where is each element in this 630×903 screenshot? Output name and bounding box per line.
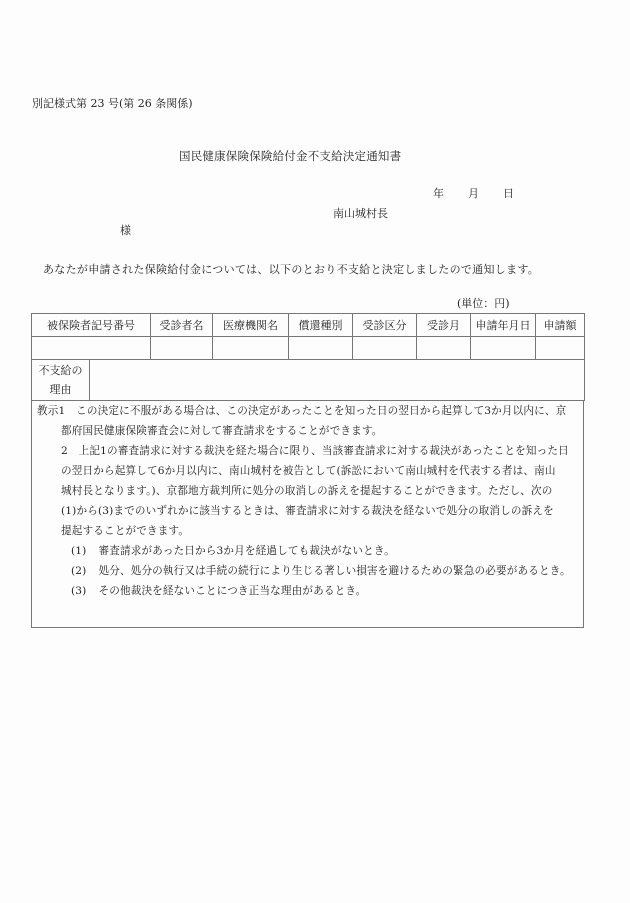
cell-visit-category (353, 337, 417, 360)
notice-line-5: 城村長となります。)、京都地方裁判所に処分の取消しの訴えを提起することができます。ただし、次の (61, 485, 553, 497)
cell-visit-month (417, 337, 471, 360)
item-text: 審査請求があった日から3か月を経過しても裁決がないとき。 (98, 545, 395, 557)
notice-line-1: 教示1 この決定に不服がある場合は、この決定があったことを知った日の翌日から起算して3か月以内に、京 (37, 405, 567, 417)
header-visit-category: 受診区分 (353, 314, 417, 337)
header-institution-name: 医療機関名 (213, 314, 289, 337)
reason-row (32, 360, 585, 401)
header-reimbursement-type: 償還種別 (289, 314, 353, 337)
header-insured-number: 被保険者記号番号 (32, 314, 151, 337)
notice-line-7: 提起することができます。 (61, 525, 190, 537)
reason-label-line1: 不支給の (38, 364, 83, 377)
cell-insured-number (32, 337, 151, 360)
reason-value (90, 360, 585, 401)
notice-item-2 (71, 561, 571, 581)
notice-line-3: 2 上記1の審査請求に対する裁決を経た場合に限り、当該審査請求に対する裁決があったことを知った日 (61, 445, 569, 457)
notice-line-2: 都府国民健康保険審査会に対して審査請求をすることができます。 (61, 425, 383, 437)
reason-label (32, 360, 90, 401)
intro-text: あなたが申請された保険給付金については、以下のとおり不支給と決定しましたので通知します。 (43, 263, 540, 276)
cell-reimbursement-type (289, 337, 353, 360)
cell-patient-name (151, 337, 213, 360)
item-number: (2) (71, 565, 87, 577)
table-header-row (32, 314, 585, 337)
item-number: (3) (71, 585, 87, 597)
item-number: (1) (71, 545, 87, 557)
item-text: 処分、処分の執行又は手続の続行により生じる著しい損害を避けるための緊急の必要があるとき。 (98, 565, 571, 577)
header-visit-month: 受診月 (417, 314, 471, 337)
reason-label-line2: 理由 (49, 383, 72, 396)
item-text: その他裁決を経ないことにつき正当な理由があるとき。 (98, 585, 367, 597)
addressee-suffix: 様 (120, 224, 131, 237)
notice-line-4: の翌日から起算して6か月以内に、南山城村を被告として(訴訟において南山城村を代表する者は、南山 (61, 465, 556, 477)
notice-line-6: (1)から(3)までのいずれかに該当するときは、審査請求に対する裁決を経ないで処分の取消しの訴えを (61, 505, 554, 517)
year-label: 年 (433, 187, 444, 200)
date-line (433, 185, 514, 201)
header-patient-name: 受診者名 (151, 314, 213, 337)
header-application-amount: 申請額 (536, 314, 585, 337)
cell-application-date (471, 337, 536, 360)
instruction-notice (31, 400, 584, 628)
unit-label: (単位：円) (457, 297, 510, 310)
document-title: 国民健康保険保険給付金不支給決定通知書 (179, 149, 402, 163)
notice-item-3 (71, 581, 366, 601)
cell-institution-name (213, 337, 289, 360)
issuer-name: 南山城村長 (333, 207, 388, 220)
header-application-date: 申請年月日 (471, 314, 536, 337)
month-label: 月 (468, 187, 479, 200)
claim-table (31, 313, 585, 401)
cell-application-amount (536, 337, 585, 360)
day-label: 日 (503, 187, 514, 200)
notice-item-1 (71, 541, 395, 561)
form-number: 別記様式第 23 号(第 26 条関係) (32, 97, 193, 110)
table-row (32, 337, 585, 360)
